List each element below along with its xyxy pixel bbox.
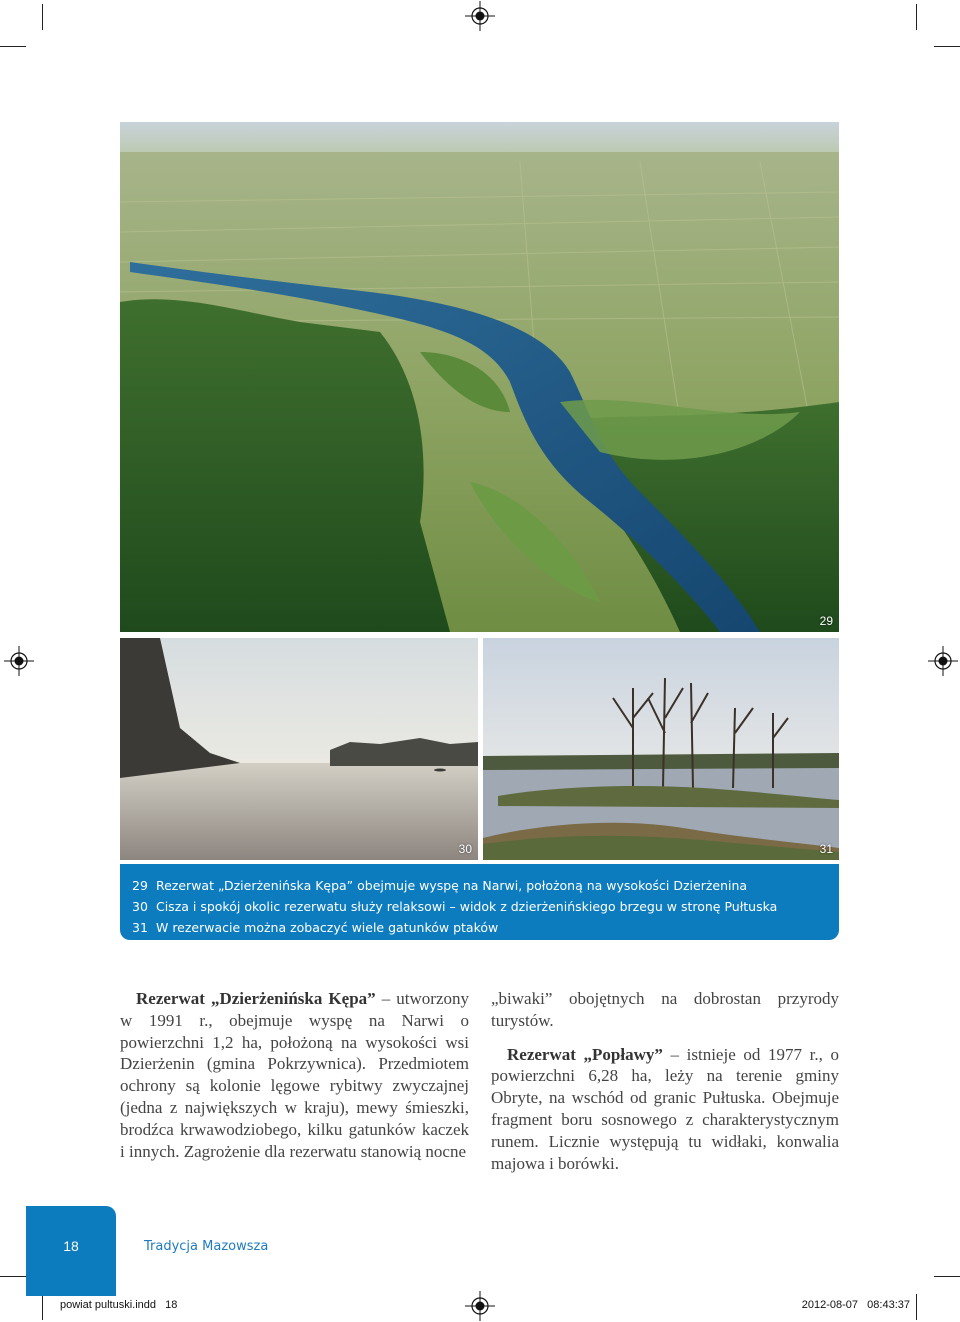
crop-mark (42, 4, 43, 30)
article-paragraph (491, 1044, 839, 1175)
caption-text: Rezerwat „Dzierżenińska Kępa” obejmuje wyspę na Narwi, położoną na wysokości Dzierżenina (155, 878, 748, 893)
print-slug-timestamp: 2012-08-07 08:43:37 (801, 1299, 910, 1311)
aerial-river-photo (120, 122, 839, 632)
crop-mark (42, 1294, 43, 1320)
crop-mark (916, 4, 917, 30)
article-column-left (120, 988, 469, 1162)
island-trees-photo (483, 638, 839, 860)
print-slug-file: powiat pultuski.indd 18 (60, 1299, 178, 1311)
article-paragraph: „biwaki” obojętnych na dobrostan przyrody turystów. (491, 989, 839, 1030)
registration-mark-icon (928, 646, 958, 676)
registration-mark-icon (465, 1291, 495, 1321)
paragraph-text: – utworzony w 1991 r., obejmuje wyspę na Narwi o powierzchni 1,2 ha, położoną na wysokości wsi Dzierżenin (gmina Pokrzywnica). Przedmiotem ochrony są kolonie lęgowe rybitwy zwyczajnej (jedna z największych w kraju), mewy śmieszki, brodźca krwawodziobego, kilku gatunków kaczek i innych. Zagrożenie dla rezerwatu stanowią nocne (120, 989, 469, 1161)
registration-mark-icon (465, 1, 495, 31)
lake-sunset-photo (120, 638, 478, 860)
publication-name: Tradycja Mazowsza (144, 1239, 269, 1254)
crop-mark (916, 1294, 917, 1320)
section-heading: Rezerwat „Dzierżenińska Kępa” (136, 989, 376, 1008)
crop-mark (0, 46, 26, 47)
paragraph-text: – istnieje od 1977 r., o powierzchni 6,28 ha, leży na terenie gminy Obryte, na wschód od granic Pułtuska. Obejmuje fragment boru sosnowego z charakterystycznym runem. Licznie występują tu widłaki, konwalia majowa i borówki. (491, 1044, 839, 1173)
caption-row (132, 917, 839, 938)
caption-text: W rezerwacie można zobaczyć wiele gatunków ptaków (155, 920, 499, 935)
caption-row (132, 896, 839, 917)
caption-number: 31 (132, 920, 148, 935)
page-number: 18 (63, 1238, 79, 1254)
crop-mark (934, 1276, 960, 1277)
caption-text: Cisza i spokój okolic rezerwatu służy relaksowi – widok z dzierżenińskiego brzegu w stronę Pułtuska (155, 899, 778, 914)
photo-number: 31 (819, 842, 833, 856)
article-column-right (491, 988, 839, 1174)
caption-row (132, 875, 839, 896)
photo-number: 30 (458, 842, 472, 856)
photo-number: 29 (819, 614, 833, 628)
caption-number: 30 (132, 899, 148, 914)
section-heading: Rezerwat „Popławy” (507, 1044, 663, 1064)
caption-number: 29 (132, 878, 148, 893)
photo-captions (120, 864, 839, 940)
crop-mark (934, 46, 960, 47)
article-paragraph (120, 988, 469, 1162)
crop-mark (0, 1276, 26, 1277)
registration-mark-icon (4, 646, 34, 676)
